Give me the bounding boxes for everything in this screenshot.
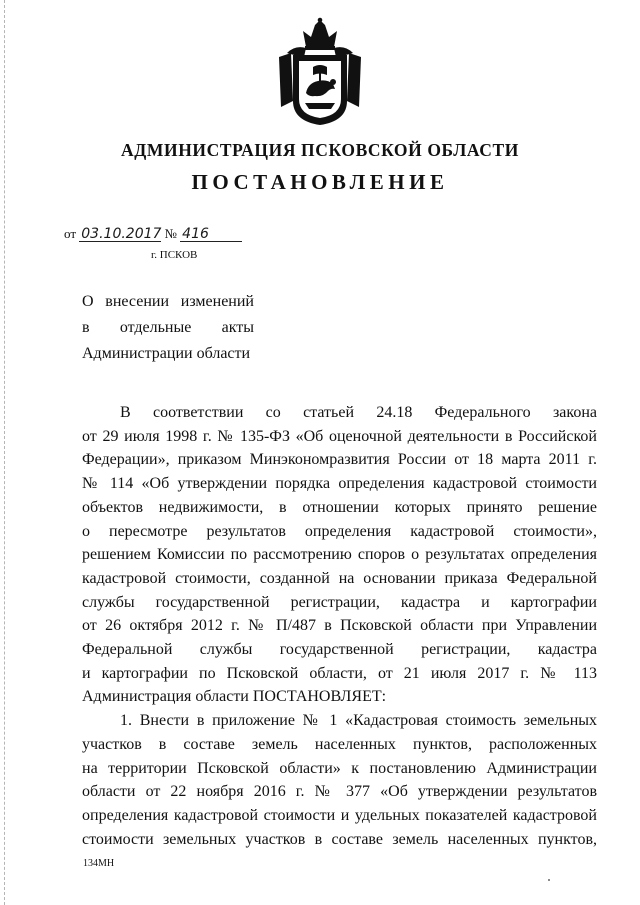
coat-of-arms-icon [273, 17, 367, 127]
document-type: ПОСТАНОВЛЕНИЕ [191, 170, 449, 194]
city-label: г. ПСКОВ [151, 249, 198, 261]
body-line: службы государственной регистрации, кадастра и картографии [82, 593, 597, 611]
body-line: участков в составе земель населенных пунктов, расположенных [82, 735, 597, 753]
body-line: В соответствии со статьей 24.18 Федерального закона [120, 404, 597, 421]
body-line: о пересмотре результатов определения кадастровой стоимости», [82, 522, 597, 540]
body-line: от 26 октября 2012 г. № П/487 в Псковской области при Управлении [82, 617, 597, 635]
scan-mark-icon [547, 878, 551, 882]
body-line: и картографии по Псковской области, от 21 июля 2017 г. № 113 [82, 664, 597, 682]
title-line: Администрации области [82, 345, 251, 362]
document-body [82, 401, 597, 851]
body-line: кадастровой стоимости, созданной на основании приказа Федеральной [82, 569, 597, 587]
body-line: № 114 «Об утверждении порядка определения кадастровой стоимости [82, 475, 597, 493]
body-line: определения кадастровой стоимости и удельных показателей кадастровой [82, 806, 597, 824]
handwritten-number: 416 [180, 228, 242, 242]
title-line: О внесении изменений [82, 293, 254, 310]
handwritten-date: 03.10.2017 [81, 226, 162, 242]
body-line: Федерации», приказом Минэкономразвития России от 18 марта 2011 г. [82, 451, 597, 469]
document-code: 134МН [83, 858, 115, 869]
date-prefix: от [64, 226, 77, 241]
body-line: решением Комиссии по рассмотрению споров о результатах определения [82, 546, 597, 564]
body-line: на территории Псковской области» к постановлению Администрации [82, 759, 597, 777]
scan-left-edge [4, 0, 6, 905]
body-line: объектов недвижимости, в отношении которых принято решение [82, 498, 597, 516]
body-line: стоимости земельных участков в составе земель населенных пунктов, [82, 830, 597, 848]
body-line: от 29 июля 1998 г. № 135-ФЗ «Об оценочной деятельности в Российской [82, 427, 597, 445]
body-line: 1. Внести в приложение № 1 «Кадастровая стоимость земельных [120, 712, 597, 730]
title-line: в отдельные акты [82, 319, 254, 336]
body-line: Федеральной службы государственной регистрации, кадастра [82, 641, 597, 659]
body-line: области от 22 ноября 2016 г. № 377 «Об утверждении результатов [82, 783, 597, 801]
number-prefix: № [164, 226, 177, 241]
body-line: Администрация области ПОСТАНОВЛЯЕТ: [82, 688, 387, 706]
organization-name: АДМИНИСТРАЦИЯ ПСКОВСКОЙ ОБЛАСТИ [120, 140, 520, 160]
document-title [82, 289, 254, 367]
date-number-line [64, 226, 242, 242]
